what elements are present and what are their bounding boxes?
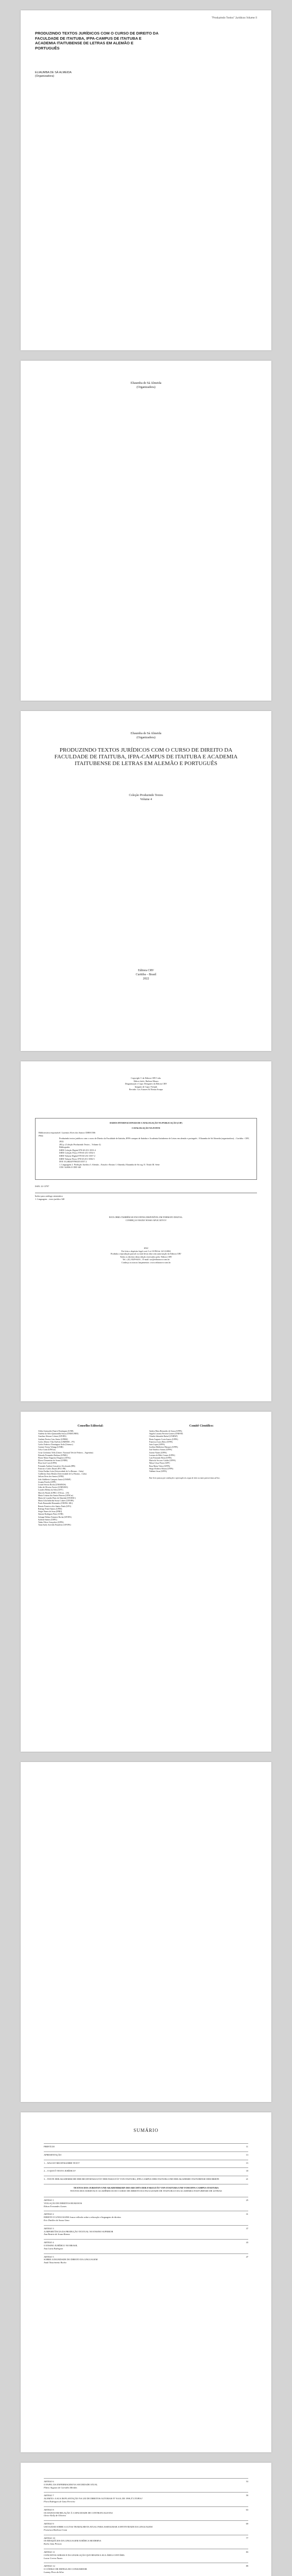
toc-item-line: ARTIGO 1	[44, 2198, 54, 2201]
council-member: Francisco Carlos Duarte (PUC-PR)	[38, 1467, 66, 1470]
toc-item[interactable]	[44, 2167, 248, 2176]
toc-item-line: ARTIGO 4	[44, 2241, 54, 2244]
toc-item-page: 31	[246, 2213, 248, 2216]
council-member: Josania Portela (UFPI)	[38, 1481, 56, 1483]
toc-item-author: Luanny Pires da Silva	[44, 2570, 64, 2573]
legal-line: Tel.: (41) 3029-6416 – E-mail: sac@editoracrv.com.br	[122, 1258, 170, 1261]
toc-item-author: Flora Rodrigues de Lima Ferreira	[44, 2500, 75, 2503]
toc-item[interactable]	[44, 2535, 248, 2549]
cip-line: 1. Linguagem 2. Produção Jurídica 3. Alemão – Estudo e Ensino I. Almeida, Eliaumba de Sá org. II. Título III. Série	[59, 1163, 160, 1166]
council-member: Jailson Alves dos Santos (UFRJ)	[38, 1476, 64, 1478]
council-member: Andréia da Silva Quintanilha Sousa (UNIR/UFRN)	[38, 1433, 79, 1435]
toc-item-line: A IMPORTÂNCIA DA PRODUÇÃO TEXTUAL NO ENSINO SUPERIOR	[44, 2230, 113, 2233]
council-member: Guillermo Arias Beatón (Universidade de La Havana – Cuba)	[38, 1473, 87, 1476]
toc-item-page: 13	[246, 2153, 248, 2156]
council-member: Lourdes Helena da Silva (UFV)	[38, 1489, 63, 1492]
council-member: Paulo Romualdo Hernandes (UNIFAL-MG)	[38, 1502, 73, 1505]
committee-member: Luciana de Melo Gomes (UFPA)	[149, 1454, 175, 1456]
council-member: Simone Rodrigues Pinto (UNB)	[38, 1513, 63, 1516]
toc-item-author: Lucas Correa Nunes	[44, 2556, 63, 2560]
council-member: Renato Francisco dos Santos Paula (UFG)	[38, 1505, 72, 1507]
toc-item-author: Anali Nascimento Rocha	[44, 2261, 66, 2264]
legal-year: 2022	[144, 1247, 148, 1249]
toc-item-title	[44, 2509, 246, 2517]
toc-item-author: Karla Lima Peixoto	[44, 2543, 62, 2546]
council-member: Elione Maria Nogueira Diogenes (UFAL)	[38, 1457, 71, 1460]
organizer-role: (Organizadora)	[136, 386, 156, 389]
issn: ISSN: 22-13707	[35, 1185, 49, 1188]
cip-line: Bibliografia	[59, 1146, 70, 1149]
toc-item-page: 47	[246, 2255, 248, 2258]
toc-item-line: PREFÁCIO	[44, 2145, 55, 2148]
toc-item-page: 21	[246, 2178, 248, 2181]
committee-member: Maria do Socorro Galvão (UFPA)	[149, 1460, 176, 1462]
scientific-committee-list	[149, 1430, 254, 1473]
toc-item[interactable]	[44, 2253, 248, 2267]
toc-item-author: Eric Daellen de Sousa Lima	[44, 2218, 70, 2222]
toc-item-author: Edson Fernandes Gomes	[44, 2205, 67, 2208]
council-member: Tania Suely Azevedo Brasileiro (UFOPA)	[38, 1524, 71, 1527]
council-member: Antônio Pereira Gaio Júnior (UFRRJ)	[38, 1438, 68, 1440]
cip-subtitle: CATALOGAÇÃO NA FONTE	[131, 1126, 161, 1129]
toc-item-title	[44, 2213, 246, 2222]
toc-item-line: ARTIGO 2	[44, 2213, 54, 2216]
toc-item-title	[44, 2256, 246, 2264]
toc-item[interactable]	[44, 2492, 248, 2506]
cip-line: DOI 10.24824/978652513557.2	[59, 1160, 87, 1163]
committee-member: Rosa Maria Vieira (UFPA)	[149, 1465, 170, 1467]
cip-box	[35, 1118, 257, 1180]
organizer-role: (Organizadora)	[136, 736, 156, 739]
organizer-page	[21, 361, 271, 701]
council-member: Anselmo Alencar Colares (UFOPA)	[38, 1435, 66, 1438]
toc-section-subtitle: TEXTOS DOS JURISTAS E ACADÊMICOS DO CURSO DE DIREITO DA FACULDADE DE ITAITUBA E DA ACADEMIA ITAITUBENSE DE LETRAS	[70, 2189, 222, 2192]
cip-line: ISBN Volume Digital 978-65-251-3557-2	[59, 1154, 95, 1157]
toc-item-line: DIREITO E LINGUAGEM: busca reflexão sobre a educação e linguagem de direitos	[44, 2216, 122, 2219]
toc-item-page: 59	[246, 2494, 248, 2497]
collection-volume: Volume 4	[140, 798, 152, 801]
toc-item-page: 77	[246, 2536, 248, 2539]
toc-item-title	[44, 2145, 246, 2148]
blank-page	[21, 1762, 271, 2102]
council-member: Tadeu Oliver Gonçalves (UFPA)	[38, 1521, 64, 1523]
cip-line: Produzindo textos jurídicos com o curso de Direito da Faculdade de Itaituba, IFPA-campus de Itaituba e Academia Itaitubense de Letras em alemão e português. / Eliaumba de Sá Almeida (organizadora) – Curitiba : CRV, 2022.	[59, 1137, 250, 1143]
toc-item-page: 53	[246, 2480, 248, 2483]
toc-item[interactable]	[44, 2563, 248, 2576]
toc-item-line: O PAPEL DA ENFERMAGEM NA SOCIEDADE ATUAL	[44, 2483, 98, 2486]
toc-item-line: ARTIGO 12	[44, 2565, 55, 2568]
credits-page	[21, 1061, 271, 1401]
toc-page	[21, 2112, 271, 2452]
organizer-name: Eliaumba de Sá Almeida	[130, 382, 162, 385]
toc-item[interactable]	[44, 2197, 248, 2211]
book-title: PRODUZINDO TEXTOS JURÍDICOS COM O CURSO DE DIREITO DA FACULDADE DE ITAITUBA, IFPA-CAMPUS DE ITAITUBA E ACADEMIA ITAITUBENSE DE LETRAS EM ALEMÃO E PORTUGUÊS	[35, 31, 159, 50]
toc-item-title	[44, 2162, 246, 2165]
toc-item-line: OS RESQUÍCIOS DA LINGUAGEM JURÍDICA MODERNA	[44, 2539, 101, 2543]
toc-item-line: 2 – O QUE É TEXTO JURÍDICO?	[44, 2170, 76, 2173]
toc-item-line: ARTIGO 6	[44, 2480, 54, 2483]
council-member: Gloria Fariñas León (Universidade de La Havana – Cuba)	[38, 1470, 84, 1473]
toc-item-line: ARTIGO 5	[44, 2255, 54, 2258]
toc-item-line: ARTIGO 11	[44, 2550, 55, 2553]
council-member: Carmen Tereza Velanga (UNIR)	[38, 1446, 63, 1449]
title-page	[21, 711, 271, 1051]
toc-item[interactable]	[44, 2239, 248, 2253]
cip-line: 282 p. (Coleção Produzindo Textos – Volume 4)	[59, 1143, 101, 1146]
toc-item[interactable]	[44, 2520, 248, 2534]
council-member: Carlos Alberto Vilar Estêvão (UMINHO – PT)	[38, 1440, 75, 1443]
toc-item[interactable]	[44, 2549, 248, 2563]
committee-member: Andrea Mara Bernardes de Sousa (UFPA)	[149, 1430, 182, 1432]
scientific-committee-title: Comitê Científico:	[189, 1425, 214, 1428]
council-member: Lídia de Oliveira Xavier (UNIEURO)	[38, 1486, 68, 1489]
committee-member: Nilton César Flores (UFF)	[149, 1462, 170, 1465]
toc-item-title	[44, 2494, 246, 2503]
council-member: Sydione Santos (UEPG)	[38, 1518, 57, 1521]
council-member: Celso Conti (UFSCar)	[38, 1449, 56, 1451]
rights-line: ESTA OBRA TAMBÉM SE ENCONTRA DISPONÍVEL EM FORMATO DIGITAL.	[109, 1216, 183, 1218]
council-member: Maria Cristina dos Santos Bezerra (UFSCar)	[38, 1494, 74, 1497]
council-member: Elizeu Clementino de Souza (UNEB)	[38, 1460, 67, 1462]
toc-item-line: CONCEITOS GERAIS E DA LEGISLAÇÃO QUE REGEM A SUA ÁREA CONTÁBIL	[44, 2553, 125, 2556]
index-block	[35, 1193, 257, 1200]
toc-item-line: SOBRE A DIGNIDADE DO DIREITO DA LINGUAGEM	[44, 2258, 98, 2261]
legal-block	[21, 1247, 271, 1264]
publisher-name: Editora CRV	[138, 969, 154, 972]
organizer-name: ELIAUMBA DE SÁ ALMEIDA	[35, 71, 72, 74]
toc-item[interactable]	[44, 2478, 248, 2492]
credits-block	[62, 1077, 230, 1091]
toc-item-author: Flávio Augusto de Carvalho Mendes	[44, 2486, 77, 2489]
council-member: Maria de Lourdes Pinto de Almeida (UNOESC)	[38, 1497, 76, 1500]
half-title-page	[21, 10, 271, 350]
scientific-committee	[146, 1425, 257, 1527]
toc-item-line: APRESENTAÇÃO	[44, 2153, 62, 2156]
toc-item-author: Ana Lúcia Rodrigues	[44, 2247, 63, 2250]
toc-item-title	[44, 2537, 246, 2546]
cip-line: ISBN Volume Físico 978-65-251-3556-5	[59, 1157, 95, 1160]
committee-member: Sérgio Roberto Moura (UFPA)	[149, 1467, 174, 1470]
committee-member: Jocelina Malheiros Marques (UFPA)	[149, 1446, 178, 1449]
editorial-council-list	[38, 1430, 143, 1527]
toc-item-line: O CÓDIGO DE DEFESA DO CONSUMIDOR	[44, 2568, 87, 2571]
committee-member: Luis Fernando Mota (UFPA)	[149, 1457, 172, 1460]
editorial-council-title: Conselho Editorial:	[77, 1425, 104, 1428]
toc-item-line: ARTIGO 3	[44, 2227, 54, 2230]
toc-section-title: TEXTOS DOS JURISTEN UND AKADEMIKERN DES RECHTS DER FAKULTÄT VON ITAITUBA UND VOM IFPA-CAMPUS ITAITUBA	[73, 2186, 219, 2189]
toc-item-title	[44, 2154, 246, 2157]
toc-item[interactable]	[44, 2151, 248, 2160]
toc-item-page: 15	[246, 2161, 248, 2164]
cip-line: ISBN Coleção Físico 978-65-251-3554-1	[59, 1151, 95, 1155]
toc-item[interactable]	[44, 2143, 248, 2151]
toc-title: SUMÁRIO	[133, 2128, 159, 2133]
toc-item-page: 69	[246, 2522, 248, 2526]
council-member: Leonel Severo Rocha (UNISINOS)	[38, 1484, 66, 1486]
publisher-block	[21, 969, 271, 981]
cip-title: DADOS INTERNACIONAIS DE CATALOGAÇÃO NA PUBLICAÇÃO (CIP)	[110, 1122, 182, 1124]
committee-member: Angela Luciana Ferreira Gomes (UNIFAP)	[149, 1433, 183, 1435]
toc-item[interactable]	[44, 2225, 248, 2239]
committee-member: Francisca Luiza Brito (UFPA)	[149, 1440, 173, 1443]
committee-member: José Américo Santos (UFPA)	[149, 1449, 172, 1451]
editorial-council	[35, 1425, 146, 1527]
collection-name: Coleção Produzindo Textos	[129, 794, 163, 797]
council-member: Fernando Antônio Gonçalves Alcoforado (IPB)	[38, 1465, 75, 1467]
toc-item-line: 1 – WAS IST RECHTSLEHRE TEXT?	[44, 2161, 80, 2164]
toc-item-line: VIOLAÇÃO DE DIREITOS HUMANOS	[44, 2201, 82, 2205]
editor-line: Editor-chefe: Railson Moura	[133, 1079, 159, 1082]
council-member: Solange Helena Ximenes-Rocha (UFOPA)	[38, 1516, 72, 1518]
organizer-role: (Organizadora)	[35, 75, 54, 78]
toc-item-title	[44, 2178, 246, 2181]
index-title: Índice para catálogo sistemático	[35, 1195, 63, 1197]
toc-item-page: 11	[246, 2145, 248, 2148]
toc-item[interactable]	[44, 2176, 248, 2184]
council-page	[21, 1412, 271, 1752]
toc-item-page: 25	[246, 2198, 248, 2201]
toc-item-title	[44, 2565, 246, 2573]
toc-item-line: ARTIGO 7	[44, 2494, 54, 2497]
committee-member: Denis Augusto Costa Soares (UFPA)	[149, 1438, 178, 1440]
cover-image-line: Imagem de Capa: Freepik	[134, 1085, 158, 1088]
council-columns	[35, 1425, 257, 1527]
organizer-block	[21, 732, 271, 740]
council-member: Maria Lília Imbiriba Sousa Colares (UFOPA)	[38, 1500, 74, 1502]
toc-page	[21, 2463, 271, 2576]
toc-item-page: 63	[246, 2508, 248, 2511]
committee-member: Valdinei Jesus (UFPA)	[149, 1470, 167, 1473]
toc-item-line: ALEMÃO: A SUA IM PLANTAÇÃO NA LEI DE DIREITOS AUTORAIS Nº 9.610, DE 1998, É UTOPIA?	[44, 2497, 143, 2500]
toc-item-page: 37	[246, 2227, 248, 2230]
toc-item-line: ARTIGO 10	[44, 2536, 55, 2539]
toc-item-line: OS DANOS EM RELAÇÃO À CAPACIDADE DE CONTRATUALISTAS	[44, 2511, 113, 2514]
collection-block	[21, 793, 271, 802]
legal-line: Conheça os nossos lançamentos: www.editoracrv.com.br	[121, 1261, 171, 1264]
council-member: João Adalberto Campato Junior (UNESP)	[38, 1478, 71, 1481]
council-member: Carlos Federico Dominguez Avila (Unieuro)	[38, 1444, 73, 1446]
council-member: Rodrigo Pratte-Santos (UFES)	[38, 1507, 62, 1510]
council-member: Aldira Guimarães Duarte Domínguez (UNB)	[38, 1430, 74, 1432]
toc-item-line: ARTIGO 9	[44, 2522, 54, 2526]
toc-item-page: 43	[246, 2241, 248, 2244]
toc-item-line: ARTIGO 8	[44, 2508, 54, 2511]
toc-item-page: 83	[246, 2550, 248, 2553]
toc-item-line: 3 – TEXTE DER AKADEMISCHE DER RECHTSFAKULTÄT DER FAKULTÄT VON ITAITUBA, IFPA-CAMPUS DER ITAITUBA UND DER AKADEMIE ITAITUBENSE DER BRIEFE	[44, 2178, 219, 2181]
organizer-name: Eliaumba de Sá Almeida	[130, 732, 162, 735]
review-line: Revisão: Los Autores & Nimua Scarpa	[129, 1088, 163, 1091]
council-member: Sérgio Nunes de Jesus (IFRO)	[38, 1511, 62, 1513]
toc-item[interactable]	[44, 2506, 248, 2520]
cip-line: CDU 34:806.0 CDD 340	[59, 1166, 81, 1169]
legal-line: Foi feito o depósito legal conf. Lei 10.994 de 14/12/2004	[121, 1249, 171, 1252]
committee-member: Jairo Lopes (UFPA)	[149, 1444, 165, 1446]
toc-item[interactable]	[44, 2160, 248, 2168]
toc-item-page: 89	[246, 2565, 248, 2568]
toc-list	[44, 2478, 248, 2576]
legal-line: Proibida a reprodução parcial ou total desta obra sem autorização da Editora CRV	[110, 1252, 182, 1256]
cip-line: Bibliotecária responsável: Luzenira Alves dos Santos CRB9/1506	[39, 1131, 96, 1134]
cip-call-number: P964	[39, 1134, 43, 1137]
diagramming-line: Diagramação e Capa: Designers da Editora CRV	[125, 1082, 167, 1086]
peer-review-note: Este livro passou por avaliação e aprovação às cegas de dois ou mais pareceristas ad hoc.	[149, 1477, 220, 1480]
toc-item-author: Gleice Kelly de Oliveira	[44, 2514, 66, 2517]
rights-line: CONHEÇA E BAIXE NOSSO APLICATIVO!	[125, 1218, 167, 1222]
toc-list	[44, 2143, 248, 2267]
toc-item-title	[44, 2551, 246, 2560]
toc-item-title	[44, 2170, 246, 2173]
toc-item-title	[44, 2241, 246, 2250]
organizer-block	[35, 71, 72, 78]
toc-item-title	[44, 2199, 246, 2208]
toc-item-title	[44, 2227, 246, 2236]
toc-section-heading	[44, 2184, 248, 2197]
committee-member: Josenir Nunes (UFPA)	[149, 1451, 167, 1454]
book-title: PRODUZINDO TEXTOS JURÍDICOS COM O CURSO DE DIREITO DA FACULDADE DE ITAITUBA, IFPA-CAMPUS DE ITAITUBA E ACADEMIA ITAITUBENSE DE LETRAS EM ALEMÃO E PORTUGUÊS	[54, 747, 238, 767]
council-member: Eduardo Fernandes Barbosa (UFMG)	[38, 1454, 68, 1456]
council-member: Cesar Gerónimo Tello (Univer .Nacional Três de Febrero – Argentina)	[38, 1451, 93, 1454]
rights-block	[51, 1216, 241, 1222]
publisher-city: Curitiba – Brasil	[135, 973, 157, 976]
copyright-line: Copyright © da Editora CRV Ltda.	[131, 1077, 161, 1079]
council-member: Marcelo Paixão (UFRJ e UTexas – US)	[38, 1492, 70, 1494]
toc-item-title	[44, 2480, 246, 2489]
toc-item-title	[44, 2522, 246, 2531]
toc-item-page: 18	[246, 2170, 248, 2173]
index-entry: 1. Linguagem – texto jurídico 340	[35, 1197, 65, 1200]
cip-line: ISBN Coleção Digital 978-65-251-3553-4	[59, 1148, 96, 1151]
council-member: Élsio José Corá (UFFS)	[38, 1462, 57, 1465]
legal-line: Todos os direitos desta edição reservados pela: Editora CRV	[119, 1255, 172, 1258]
running-header: "Produzindo Textos" Jurídicos Volume II	[211, 16, 257, 20]
toc-item-author: Ana Beatriz de Souza Ramos	[44, 2233, 70, 2236]
committee-member: Cláudio Sebastião Rafael (UNIFAP)	[149, 1435, 178, 1438]
toc-item-line: O ENSINO JURÍDICO NO BRASIL	[44, 2244, 78, 2247]
organizer-block	[21, 381, 271, 389]
toc-item[interactable]	[44, 2211, 248, 2225]
publisher-year: 2022	[143, 977, 149, 980]
toc-item-line: UM OLHAR SOBRE A LUTAS TRABALHISTA ATUAL PARA ASSEGURAR A EFETIVIDADE DA LINGUAGEM	[44, 2525, 152, 2528]
toc-item-author: Francisca Barbosa Costa	[44, 2528, 67, 2531]
